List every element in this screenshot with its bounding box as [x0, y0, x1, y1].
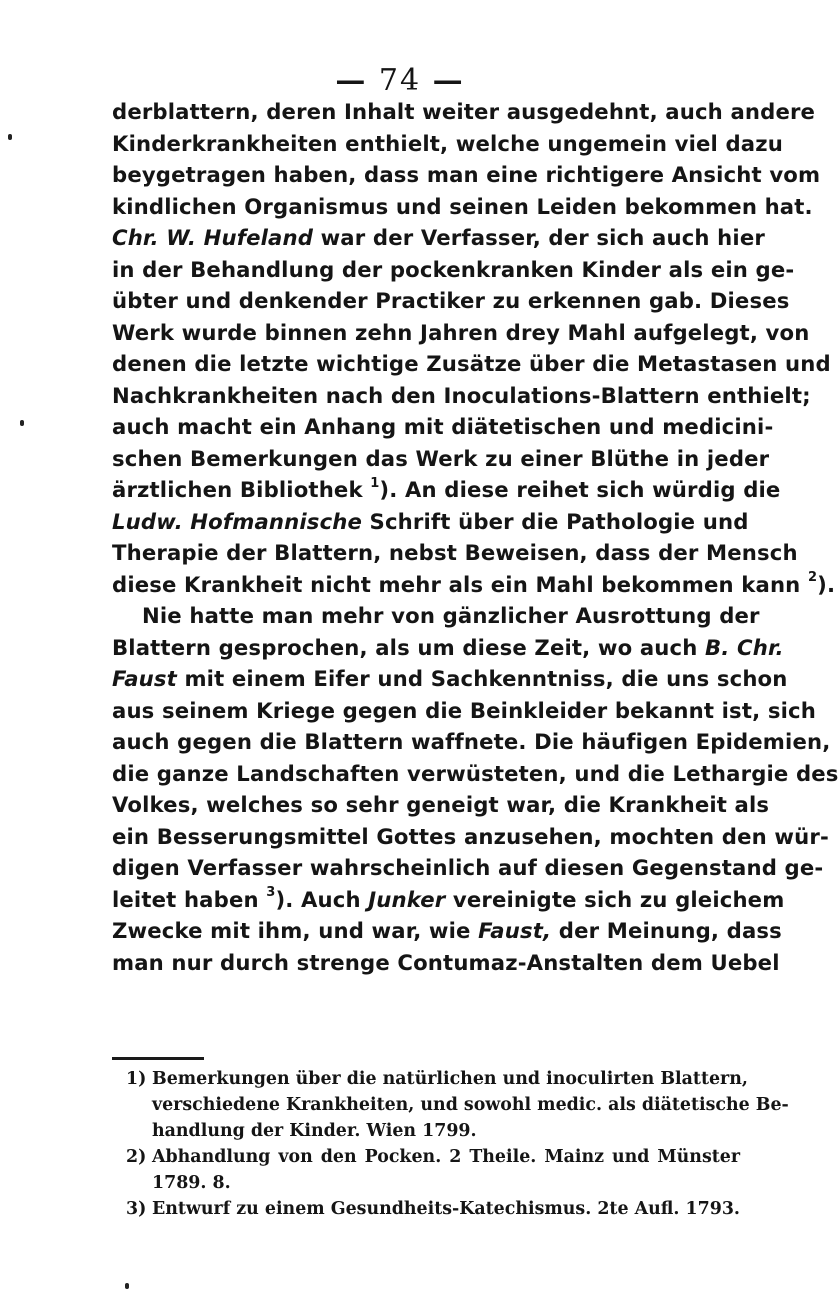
footnote-ref: 2 — [807, 570, 818, 586]
text-line — [112, 726, 831, 758]
footnote-number: 1) — [126, 1069, 147, 1089]
text-segment: schen Bemerkungen das Werk zu einer Blüthe in jeder — [112, 445, 770, 471]
footnote-line: Bemerkungen über die natürlichen und inoculirten Blattern, — [152, 1069, 748, 1089]
italic-name: Faust, — [478, 918, 552, 943]
text-line — [112, 411, 774, 443]
text-segment: ärztlichen Bibliothek — [112, 477, 371, 502]
italic-name: B. Chr. — [704, 634, 784, 660]
footnote-line: Abhandlung von den Pocken. 2 Theile. Mainz und Münster — [152, 1147, 740, 1167]
text-segment: die ganze Landschaften verwüsteten, und die Lethargie des — [112, 760, 839, 786]
text-line — [112, 159, 821, 191]
print-speck — [8, 134, 12, 140]
header-dash-left: — — [335, 63, 368, 98]
footnote-line: handlung der Kinder. Wien 1799. — [152, 1121, 477, 1141]
text-segment: Volkes, welches so sehr geneigt war, die Krankheit als — [112, 792, 770, 817]
text-segment: auch gegen die Blattern waffnete. Die häufigen Epidemien, — [112, 729, 831, 754]
text-segment: Nie hatte man mehr von gänzlicher Ausrottung der — [142, 603, 760, 628]
text-segment: auch macht ein Anhang mit diätetischen und medicini- — [112, 414, 774, 439]
text-segment: diese Krankheit nicht mehr als ein Mahl bekommen kann — [112, 571, 808, 597]
text-segment: ). Auch — [275, 886, 369, 912]
text-line — [112, 380, 811, 412]
text-segment: ). An diese reihet sich würdig die — [379, 477, 781, 502]
footnote-number: 3) — [126, 1199, 147, 1219]
text-line — [112, 758, 839, 790]
text-line — [112, 537, 798, 569]
text-line — [112, 443, 770, 475]
main-text — [112, 96, 839, 978]
text-line — [112, 852, 824, 884]
text-line — [112, 915, 782, 947]
text-line — [112, 222, 765, 254]
text-segment: aus seinem Kriege gegen die Beinkleider bekannt ist, sich — [112, 697, 816, 723]
text-line — [112, 348, 831, 380]
text-segment: war der Verfasser, der sich auch hier — [313, 225, 765, 250]
text-segment: ). — [817, 571, 836, 597]
footnote — [126, 1066, 789, 1144]
text-line — [112, 474, 781, 506]
text-segment: Blattern gesprochen, als um diese Zeit, wo auch — [112, 634, 705, 660]
text-segment: der Meinung, dass — [551, 918, 782, 943]
text-line — [112, 663, 788, 695]
footnote — [126, 1144, 740, 1196]
page-number: 74 — [378, 63, 422, 98]
text-line — [112, 947, 780, 979]
italic-name: Ludw. Hofmannische — [112, 508, 363, 534]
text-line — [112, 600, 760, 632]
text-line — [112, 632, 784, 664]
text-segment: in der Behandlung der pockenkranken Kinder als ein ge- — [112, 256, 795, 282]
text-line — [112, 789, 770, 821]
text-segment: beygetragen haben, dass man eine richtigere Ansicht vom — [112, 162, 821, 187]
text-line — [112, 96, 816, 128]
text-segment: vereinigte sich zu gleichem — [445, 886, 785, 912]
text-line — [112, 569, 836, 601]
text-segment: übter und denkender Practiker zu erkennen gab. Dieses — [112, 288, 790, 313]
text-segment: leitet haben — [112, 886, 267, 912]
print-speck — [20, 420, 24, 426]
page-header — [0, 62, 800, 100]
footnote-ref: 3 — [266, 885, 276, 901]
text-segment: Kinderkrankheiten enthielt, welche ungemein viel dazu — [112, 130, 783, 156]
text-segment: ein Besserungsmittel Gottes anzusehen, mochten den wür- — [112, 823, 829, 849]
footnote — [126, 1196, 740, 1222]
text-line — [112, 285, 790, 317]
footnote-ref: 1 — [370, 475, 380, 491]
footnote-line: 1789. 8. — [152, 1173, 231, 1193]
text-line — [112, 695, 816, 727]
footnote-line: Entwurf zu einem Gesundheits-Katechismus. 2te Aufl. 1793. — [152, 1199, 740, 1219]
text-segment: Zwecke mit ihm, und war, wie — [112, 918, 479, 943]
footnotes — [126, 1066, 789, 1222]
print-speck — [125, 1283, 129, 1289]
text-segment: Nachkrankheiten nach den Inoculations-Blattern enthielt; — [112, 382, 811, 408]
footnote-separator — [112, 1057, 204, 1060]
footnote-line: verschiedene Krankheiten, und sowohl medic. als diätetische Be- — [152, 1095, 789, 1115]
italic-name: Faust — [112, 666, 177, 691]
text-line — [112, 506, 749, 538]
text-segment: man nur durch strenge Contumaz-Anstalten dem Uebel — [112, 949, 780, 975]
text-line — [112, 191, 813, 223]
text-segment: derblattern, deren Inhalt weiter ausgedehnt, auch andere — [112, 99, 816, 124]
text-line — [112, 128, 783, 160]
italic-name: Chr. W. Hufeland — [112, 225, 314, 250]
text-line — [112, 884, 785, 916]
text-segment: digen Verfasser wahrscheinlich auf diesen Gegenstand ge- — [112, 855, 824, 880]
header-dash-right: — — [432, 63, 465, 98]
text-segment: kindlichen Organismus und seinen Leiden bekommen hat. — [112, 193, 813, 219]
text-segment: denen die letzte wichtige Zusätze über die Metastasen und — [112, 351, 831, 376]
text-line — [112, 254, 795, 286]
footnote-number: 2) — [126, 1147, 147, 1167]
text-segment: Schrift über die Pathologie und — [362, 508, 749, 534]
text-segment: Werk wurde binnen zehn Jahren drey Mahl aufgelegt, von — [112, 319, 810, 345]
italic-name: Junker — [368, 886, 446, 912]
text-line — [112, 317, 810, 349]
text-line — [112, 821, 829, 853]
text-segment: mit einem Eifer und Sachkenntniss, die uns schon — [176, 666, 788, 691]
text-segment: Therapie der Blattern, nebst Beweisen, dass der Mensch — [112, 540, 798, 565]
